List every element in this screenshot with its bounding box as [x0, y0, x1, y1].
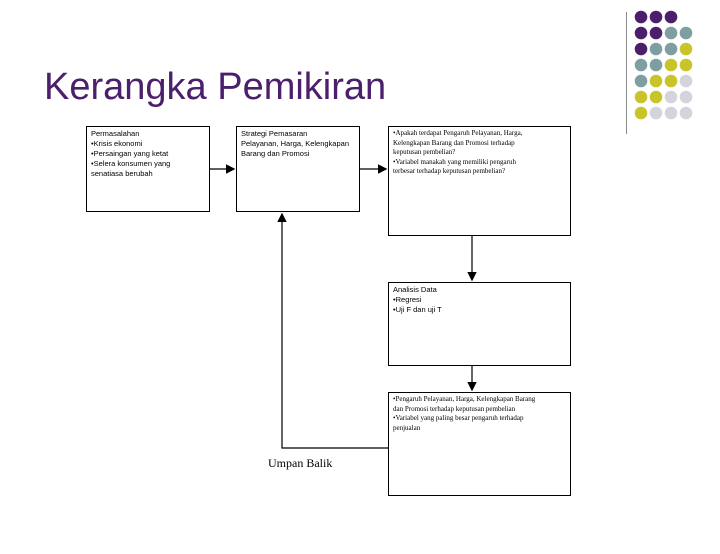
- box-text-line: Kelengkapan Barang dan Promosi terhadap: [393, 138, 515, 147]
- feedback-label: Umpan Balik: [268, 456, 333, 470]
- feedback-loop-line: [282, 215, 388, 448]
- box-text-line: keputusan pembelian?: [393, 148, 456, 156]
- box-text-line: •Apakah terdapat Pengaruh Pelayanan, Harga,: [393, 129, 523, 137]
- box-text-line: •Uji F dan uji T: [393, 305, 442, 314]
- box-text-line: •Selera konsumen yang: [91, 159, 171, 168]
- box-text-line: Permasalahan: [91, 129, 140, 138]
- box-text-line: •Variabel yang paling besar pengaruh terhadap: [393, 414, 524, 422]
- box-text-line: •Variabel manakah yang memiliki pengaruh: [393, 157, 516, 166]
- box-text-line: Barang dan Promosi: [241, 149, 310, 158]
- box-text-line: Strategi Pemasaran: [241, 129, 308, 138]
- box-text-line: •Pengaruh Pelayanan, Harga, Kelengkapan Barang: [393, 395, 536, 403]
- box-text-line: Analisis Data: [393, 285, 437, 294]
- box-text-line: dan Promosi terhadap keputusan pembelian: [393, 404, 516, 413]
- box-text-line: terbesar terhadap keputusan pembelian?: [393, 167, 506, 175]
- page-title: Kerangka Pemikiran: [44, 66, 387, 108]
- box-text-line: Pelayanan, Harga, Kelengkapan: [241, 139, 349, 148]
- box-text-line: •Regresi: [393, 295, 422, 304]
- box-text-line: penjualan: [393, 423, 421, 432]
- box-text-line: •Krisis ekonomi: [91, 139, 143, 148]
- box-text-line: •Persaingan yang ketat: [91, 149, 169, 158]
- box-text-line: senatiasa berubah: [91, 169, 153, 178]
